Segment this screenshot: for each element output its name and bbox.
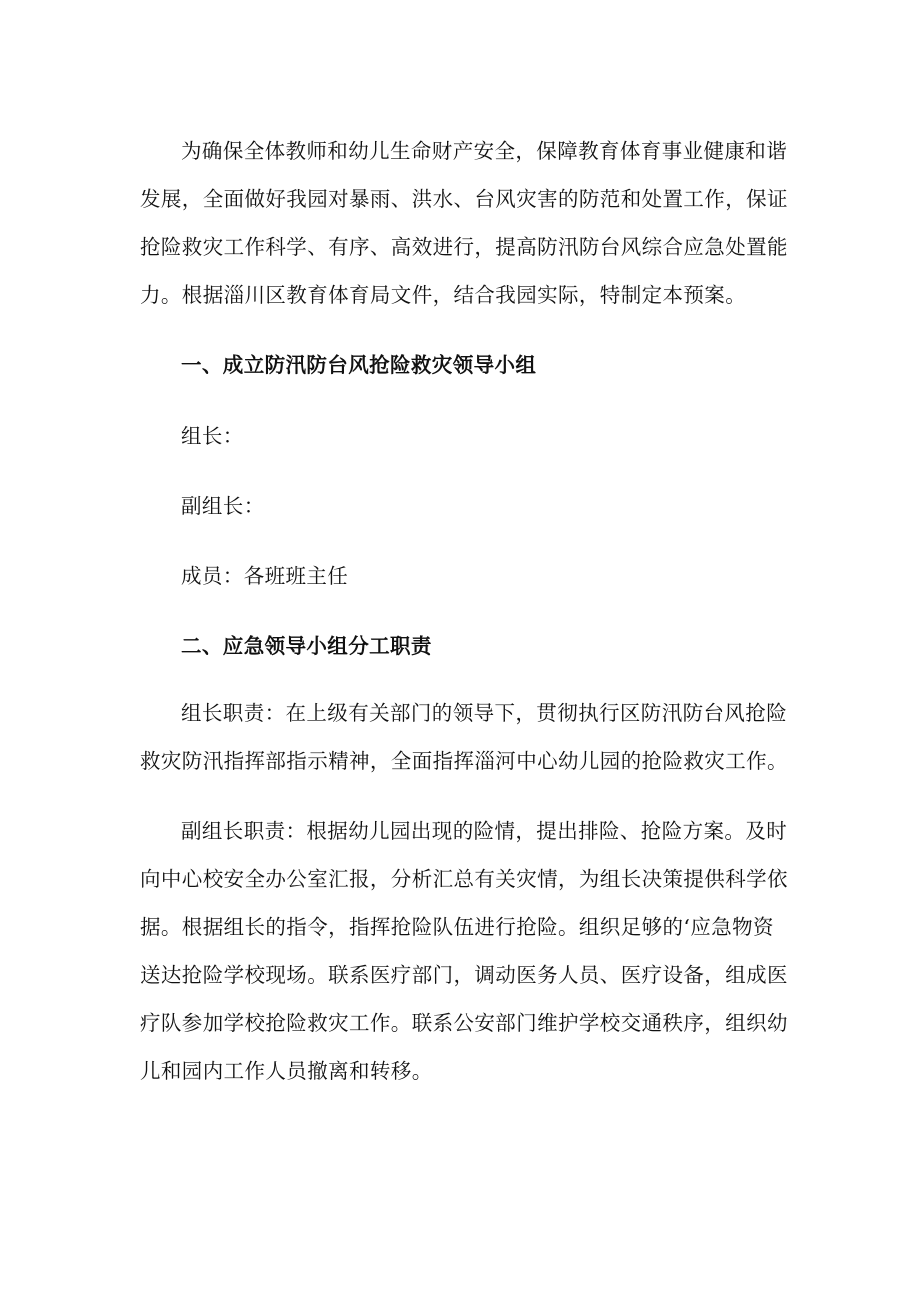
section1-heading: 一、成立防汛防台风抢险救灾领导小组 <box>181 353 537 377</box>
members-line: 成员：各班班主任 <box>181 564 349 588</box>
leader-duty-paragraph: 组长职责：在上级有关部门的领导下，贯彻执行区防汛防台风抢险救灾防汛指挥部指示精神，全面指挥淄河中心幼儿园的抢险救灾工作。 <box>140 701 788 773</box>
section2-heading: 二、应急领导小组分工职责 <box>181 634 432 658</box>
deputy-leader-line: 副组长： <box>181 494 265 518</box>
group-leader-line: 组长： <box>181 424 244 448</box>
deputy-duty-paragraph: 副组长职责：根据幼儿园出现的险情，提出排险、抢险方案。及时向中心校安全办公室汇报，分析汇总有关灾情，为组长决策提供科学依据。根据组长的指令，指挥抢险队伍进行抢险。组织足够的‘应急物资送达抢险学校现场。联系医疗部门，调动医务人员、医疗设备，组成医疗队参加学校抢险救灾工作。联系公安部门维护学校交通秩序，组织幼儿和园内工作人员撤离和转移。 <box>140 819 788 1083</box>
intro-paragraph: 为确保全体教师和幼儿生命财产安全，保障教育体育事业健康和谐发展，全面做好我园对暴雨、洪水、台风灾害的防范和处置工作，保证抢险救灾工作科学、有序、高效进行，提高防汛防台风综合应急处置能力。根据淄川区教育体育局文件，结合我园实际，特制定本预案。 <box>140 139 788 307</box>
